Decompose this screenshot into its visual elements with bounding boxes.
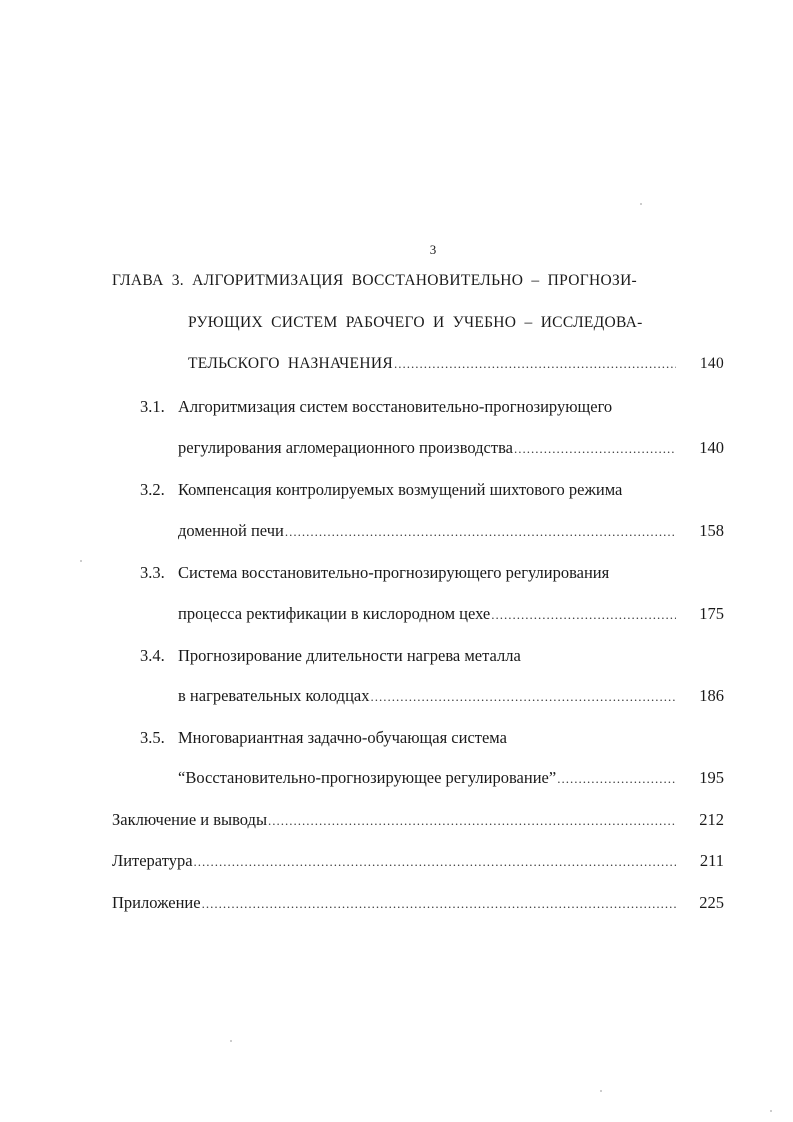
leader-dots [394, 356, 676, 372]
toc-entry-appendix[interactable] [112, 893, 724, 913]
toc-entry-3-3-line-1[interactable] [140, 563, 724, 583]
section-title: доменной печи [178, 521, 284, 540]
section-title: Алгоритмизация систем восстановительно-прогнозирующего [178, 397, 613, 416]
page-ref: 212 [699, 810, 724, 829]
section-title: в нагревательных колодцах [178, 686, 370, 705]
section-title: Многовариантная задачно-обучающая система [178, 728, 507, 747]
section-title: Система восстановительно-прогнозирующего регулирования [178, 563, 610, 582]
section-title: регулирования агломерационного производства [178, 438, 513, 457]
chapter-title-text: ТЕЛЬСКОГО НАЗНАЧЕНИЯ [188, 355, 393, 372]
leader-dots [514, 441, 676, 457]
section-number: 3.3. [140, 563, 165, 582]
section-number: 3.4. [140, 646, 165, 665]
page-number: 3 [429, 242, 437, 257]
page-ref: 195 [699, 768, 724, 787]
page-ref: 186 [699, 686, 724, 705]
toc-entry-3-5-line-2[interactable] [178, 768, 724, 788]
section-title: процесса ректификации в кислородном цехе [178, 604, 491, 623]
page-ref: 158 [699, 521, 724, 540]
leader-dots [370, 689, 676, 705]
toc-entry-3-3-line-2[interactable] [178, 604, 724, 624]
leader-dots [268, 813, 676, 829]
scan-speck [80, 560, 82, 562]
leader-dots [285, 524, 676, 540]
page-ref: 140 [699, 438, 724, 457]
scan-speck [640, 203, 642, 205]
toc-entry-3-4-line-1[interactable] [140, 646, 724, 666]
section-title: “Восстановительно-прогнозирующее регулирование” [178, 768, 557, 787]
leader-dots [202, 896, 676, 912]
entry-title: Приложение [112, 893, 201, 912]
page-ref: 175 [699, 604, 724, 623]
leader-dots [194, 854, 676, 870]
chapter-title-text: РУЮЩИХ СИСТЕМ РАБОЧЕГО И УЧЕБНО – ИССЛЕДОВА- [188, 314, 643, 331]
chapter-title-line-2[interactable] [188, 314, 708, 332]
page-ref: 140 [699, 355, 724, 372]
entry-title: Заключение и выводы [112, 810, 268, 829]
section-title: Прогнозирование длительности нагрева металла [178, 646, 521, 665]
scan-speck [230, 1040, 232, 1042]
scan-speck [600, 1090, 602, 1092]
entry-title: Литература [112, 851, 193, 870]
chapter-title-text: ГЛАВА 3. АЛГОРИТМИЗАЦИЯ ВОССТАНОВИТЕЛЬНО – ПРОГНОЗИ- [112, 272, 638, 289]
toc-entry-literature[interactable] [112, 851, 724, 871]
section-number: 3.2. [140, 480, 165, 499]
section-number: 3.1. [140, 397, 165, 416]
chapter-title-line-1[interactable] [112, 272, 712, 290]
section-title: Компенсация контролируемых возмущений шихтового режима [178, 480, 623, 499]
page-ref: 225 [699, 893, 724, 912]
toc-entry-3-2-line-2[interactable] [178, 521, 724, 541]
scan-speck [770, 1110, 772, 1112]
toc-entry-3-1-line-2[interactable] [178, 438, 724, 458]
toc-entry-conclusion[interactable] [112, 810, 724, 830]
toc-entry-3-4-line-2[interactable] [178, 686, 724, 706]
toc-entry-3-5-line-1[interactable] [140, 728, 724, 748]
toc-entry-chapter-3[interactable] [188, 355, 724, 373]
toc-entry-3-2-line-1[interactable] [140, 480, 724, 500]
toc-entry-3-1-line-1[interactable] [140, 397, 724, 417]
leader-dots [557, 771, 676, 787]
leader-dots [491, 607, 676, 623]
section-number: 3.5. [140, 728, 165, 747]
page-ref: 211 [699, 851, 724, 870]
